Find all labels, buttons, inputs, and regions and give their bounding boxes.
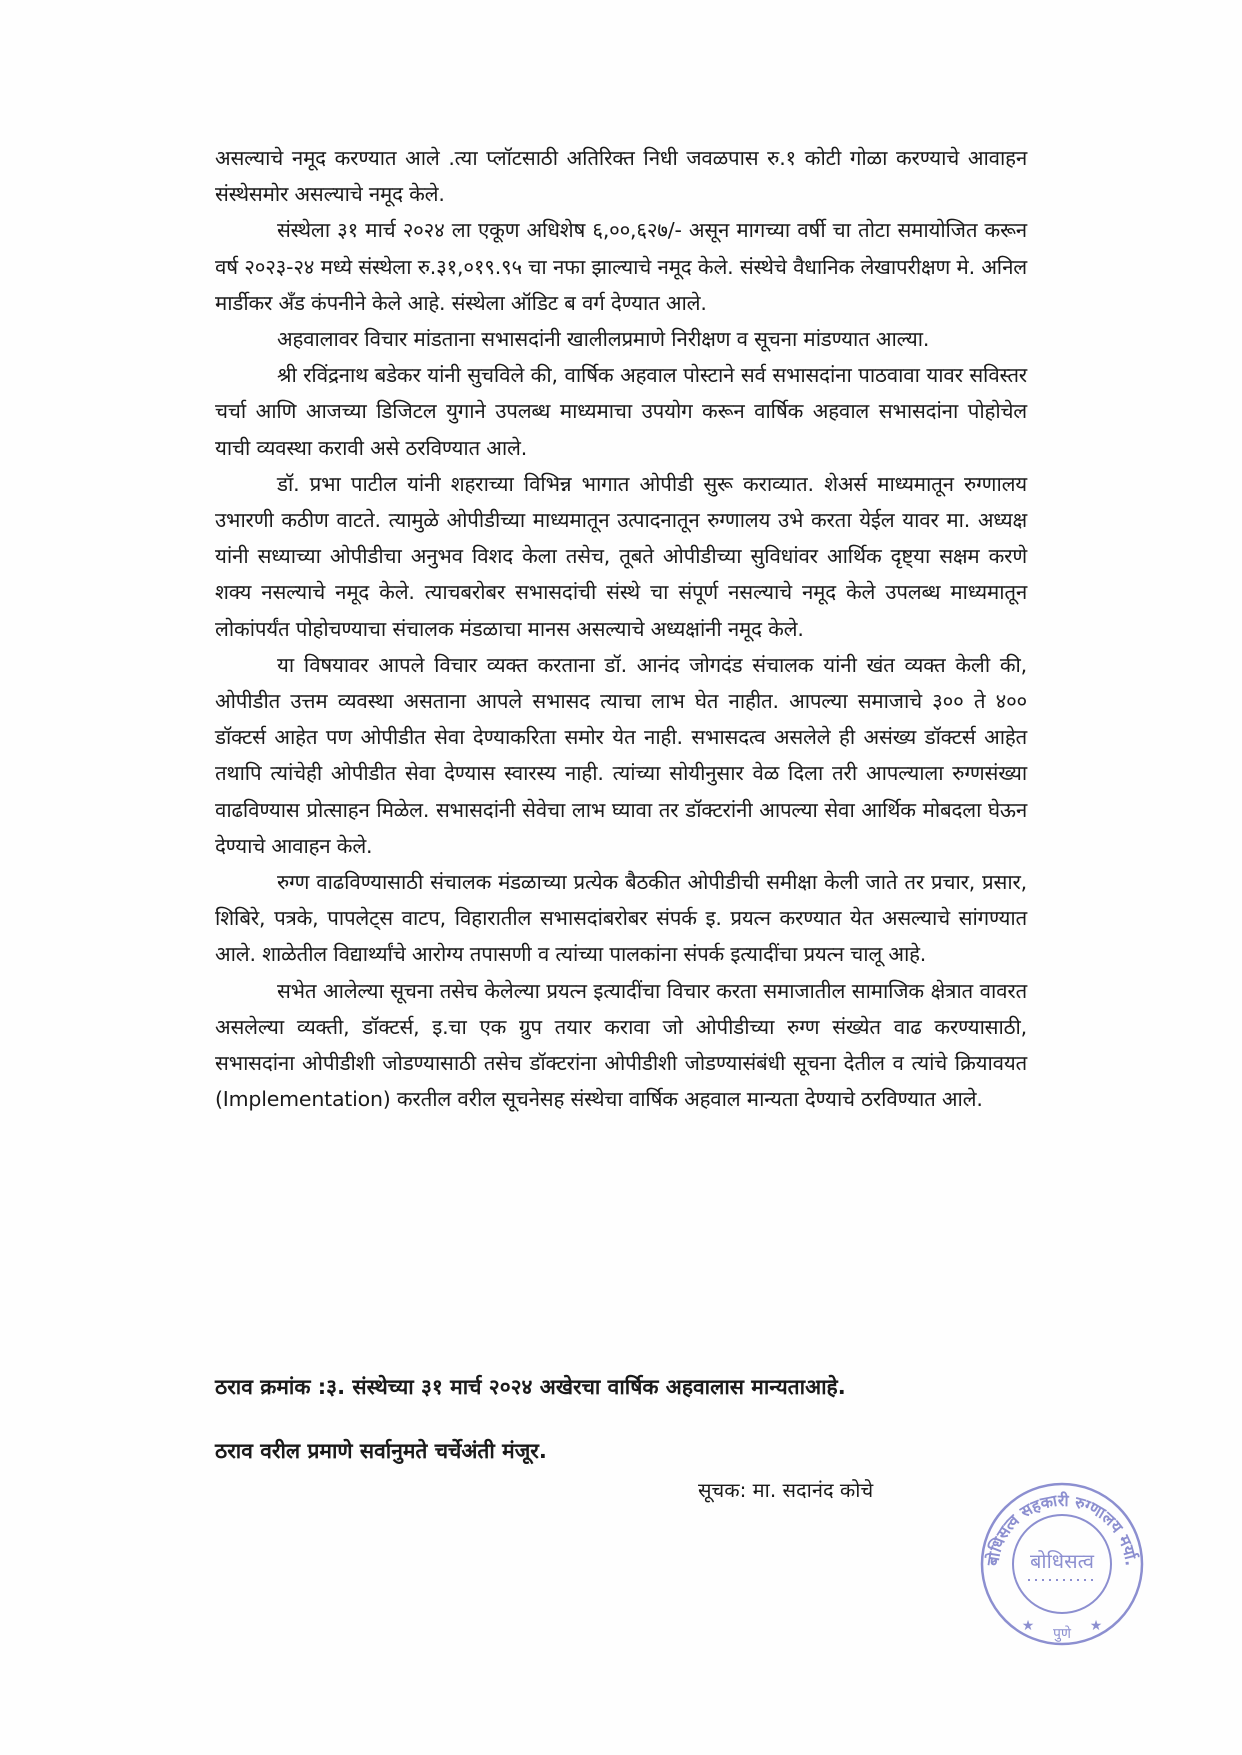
- seal-graphic: [978, 1480, 1146, 1648]
- paragraph: संस्थेला ३१ मार्च २०२४ ला एकूण अधिशेष ६,००,६२७/- असून मागच्या वर्षी चा तोटा समायोजित करून वर्ष २०२३-२४ मध्ये संस्थेला रु.३१,०१९.९५ चा नफा झाल्याचे नमूद केले. संस्थेचे वैधानिक लेखापरीक्षण मे. अनिल मार्डीकर अँड कंपनीने केले आहे. संस्थेला ऑडिट ब वर्ग देण्यात आले.: [215, 218, 1027, 315]
- paragraph: असल्याचे नमूद करण्यात आले .त्या प्लॉटसाठी अतिरिक्त निधी जवळपास रु.१ कोटी गोळा करण्याचे आवाहन संस्थेसमोर असल्याचे नमूद केले.: [215, 146, 1027, 207]
- paragraph: अहवालावर विचार मांडताना सभासदांनी खालीलप्रमाणे निरीक्षण व सूचना मांडण्यात आल्या.: [277, 327, 930, 352]
- mover-name: सूचक: मा. सदानंद कोचे: [698, 1478, 874, 1502]
- resolution-statement: ठराव क्रमांक :३. संस्थेच्या ३१ मार्च २०२४ अखेरचा वार्षिक अहवालास मान्यताआहे.: [215, 1375, 846, 1399]
- seal-outer-text: बोधिसत्व सहकारी रुग्णालय मर्या.: [982, 1490, 1141, 1567]
- seal-bottom-text: पुणे: [1052, 1626, 1072, 1642]
- approval-statement: ठराव वरील प्रमाणे सर्वानुमते चर्चेअंती मंजूर.: [215, 1439, 547, 1463]
- seal-star-icon: ★: [1021, 1618, 1035, 1634]
- paragraph: रुग्ण वाढविण्यासाठी संचालक मंडळाच्या प्रत्येक बैठकीत ओपीडीची समीक्षा केली जाते तर प्रचार, प्रसार, शिबिरे, पत्रके, पापलेट्स वाटप, विहारातील सभासदांबरोबर संपर्क इ. प्रयत्न करण्यात येत असल्याचे सांगण्यात आले. शाळेतील विद्यार्थ्यांचे आरोग्य तपासणी व त्यांच्या पालकांना संपर्क इत्यादींचा प्रयत्न चालू आहे.: [215, 870, 1027, 967]
- paragraph: या विषयावर आपले विचार व्यक्त करताना डॉ. आनंद जोगदंड संचालक यांनी खंत व्यक्त केली की, ओपीडीत उत्तम व्यवस्था असताना आपले सभासद त्याचा लाभ घेत नाहीत. आपल्या समाजाचे ३०० ते ४०० डॉक्टर्स आहेत पण ओपीडीत सेवा देण्याकरिता समोर येत नाही. सभासदत्व असलेले ही असंख्य डॉक्टर्स आहेत तथापि त्यांचेही ओपीडीत सेवा देण्यास स्वारस्य नाही. त्यांच्या सोयीनुसार वेळ दिला तरी आपल्याला रुग्णसंख्या वाढविण्यास प्रोत्साहन मिळेल. सभासदांनी सेवेचा लाभ घ्यावा तर डॉक्टरांनी आपल्या सेवा आर्थिक मोबदला घेऊन देण्याचे आवाहन केले.: [215, 652, 1027, 858]
- official-seal: [978, 1480, 1146, 1648]
- paragraph: डॉ. प्रभा पाटील यांनी शहराच्या विभिन्न भागात ओपीडी सुरू कराव्यात. शेअर्स माध्यमातून रुग्णालय उभारणी कठीण वाटते. त्यामुळे ओपीडीच्या माध्यमातून उत्पादनातून रुग्णालय उभे करता येईल यावर मा. अध्यक्ष यांनी सध्याच्या ओपीडीचा अनुभव विशद केला तसेच, तूबते ओपीडीच्या सुविधांवर आर्थिक दृष्ट्या सक्षम करणे शक्य नसल्याचे नमूद केले. त्याचबरोबर सभासदांची संस्थे चा संपूर्ण नसल्याचे नमूद केले उपलब्ध माध्यमातून लोकांपर्यंत पोहोचण्याचा संचालक मंडळाचा मानस असल्याचे अध्यक्षांनी नमूद केले.: [215, 471, 1027, 641]
- minutes-body: [215, 140, 1027, 1117]
- paragraph: सभेत आलेल्या सूचना तसेच केलेल्या प्रयत्न इत्यादींचा विचार करता समाजातील सामाजिक क्षेत्रात वावरत असलेल्या व्यक्ती, डॉक्टर्स, इ.चा एक ग्रुप तयार करावा जो ओपीडीच्या रुग्ण संख्येत वाढ करण्यासाठी, सभासदांना ओपीडीशी जोडण्यासाठी तसेच डॉक्टरांना ओपीडीशी जोडण्यासंबंधी सूचना देतील व त्यांचे क्रियावयत (Implementation) करतील वरील सूचनेसह संस्थेचा वार्षिक अहवाल मान्यता देण्याचे ठरविण्यात आले.: [215, 978, 1027, 1112]
- seal-star-icon: ★: [1089, 1618, 1103, 1634]
- paragraph: श्री रविंद्रनाथ बडेकर यांनी सुचविले की, वार्षिक अहवाल पोस्टाने सर्व सभासदांना पाठवावा यावर सविस्तर चर्चा आणि आजच्या डिजिटल युगाने उपलब्ध माध्यमाचा उपयोग करून वार्षिक अहवाल सभासदांना पोहोचेल याची व्यवस्था करावी असे ठरविण्यात आले.: [215, 363, 1027, 460]
- seal-center-text: बोधिसत्व: [1029, 1549, 1095, 1573]
